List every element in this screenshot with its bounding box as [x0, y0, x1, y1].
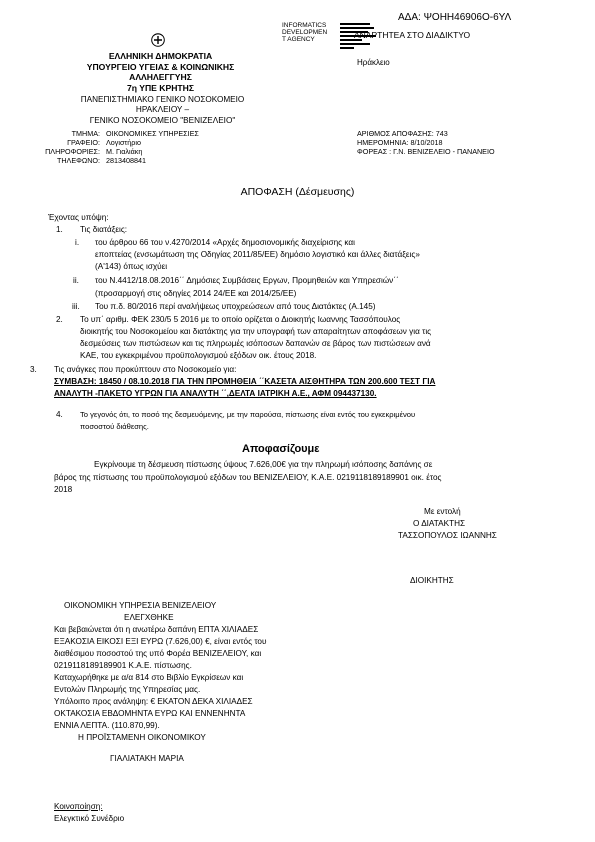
- contract-line: ΣΥΜΒΑΣΗ: 18450 / 08.10.2018 ΓΙΑ ΤΗΝ ΠΡΟΜΗΘΕΙΑ ΄΄ΚΑΣΕΤΑ ΑΙΣΘΗΤΗΡΑ ΤΩΝ 200.600 ΤΕΣΤ ΓΙΑ: [54, 377, 436, 386]
- subitem-text: του Ν.4412/18.08.2016΄΄ Δημόσιες Συμβάσεις Εργων, Προμηθειών και Υπηρεσιών΄΄: [95, 276, 399, 285]
- notify-label: Κοινοποίηση:: [54, 802, 103, 811]
- document-title: ΑΠΟΦΑΣΗ (Δέσμευσης): [240, 186, 355, 198]
- subitem-text: Του π.δ. 80/2016 περί αναλήψεως υποχρεώσεων από τους Διατάκτες (Α.145): [95, 302, 376, 311]
- control-line: Εντολών Πληρωμής της Υπηρεσίας μας.: [54, 685, 201, 694]
- item-text: Τις διατάξεις:: [80, 225, 128, 234]
- item-text: διοικητής του Νοσοκομείου και διατάκτης για την υπογραφή των απαραίτητων αποφάσεων για τις: [80, 327, 432, 336]
- item-number: 3.: [30, 365, 37, 374]
- control-line: ΕΝΝΙΑ ΛΕΠΤΑ. (110.870,99).: [54, 721, 160, 730]
- control-line: Καταχωρήθηκε με α/α 814 στο Βιβλίο Εγκρίσεων και: [54, 673, 244, 682]
- ada-number: ΑΔΑ: ΨΟΗΗ46906Ο-6ΥΛ: [398, 12, 512, 23]
- item-text: Το υπ΄ αριθμ. ΦΕΚ 230/5 5 2016 με το οποίο ορίζεται ο Διοικητής Ιωαννης Τασσόπουλος: [80, 315, 401, 324]
- meta-label: ΠΛΗΡΟΦΟΡΙΕΣ:: [45, 147, 100, 156]
- place-label: Ηράκλειο: [357, 58, 390, 67]
- header-line: ΥΠΟΥΡΓΕΙΟ ΥΓΕΙΑΣ & ΚΟΙΝΩΝΙΚΗΣ ΑΛΛΗΛΕΓΓΥΗΣ: [86, 61, 235, 83]
- meta-value: Μ. Γιαλιάκη: [106, 147, 143, 156]
- decision-date: ΗΜΕΡΟΜΗΝΙΑ: 8/10/2018: [357, 138, 443, 147]
- item-text: Το γεγονός ότι, το ποσό της δεσμευόμενης, με την παρούσα, πίστωσης είναι εντός του εγκεκριμένου: [80, 410, 416, 419]
- signature-line: Με εντολή: [424, 507, 461, 516]
- meta-row: [38, 147, 199, 156]
- meta-value: ΟΙΚΟΝΟΜΙΚΕΣ ΥΠΗΡΕΣΙΕΣ: [106, 129, 199, 138]
- control-line: Και βεβαιώνεται ότι η ανωτέρω δαπάνη ΕΠΤΑ ΧΙΛΙΑΔΕΣ: [54, 625, 259, 634]
- control-line: Η ΠΡΟΪΣΤΑΜΕΝΗ ΟΙΚΟΝΟΜΙΚΟΥ: [78, 733, 206, 742]
- meta-label: ΤΜΗΜΑ:: [71, 129, 100, 138]
- subitem-text: εποπτείας (ενσωμάτωση της Οδηγίας 2011/85/ΕΕ) δημόσιο λογιστικό και άλλες διατάξεις»: [95, 250, 420, 259]
- decision-number: ΑΡΙΘΜΟΣ ΑΠΟΦΑΣΗΣ: 743: [357, 129, 448, 138]
- signature-title: ΔΙΟΙΚΗΤΗΣ: [410, 576, 454, 585]
- header-hospital: [60, 95, 265, 126]
- meta-label: ΓΡΑΦΕΙΟ:: [67, 138, 100, 147]
- header-line: 7η ΥΠΕ ΚΡΗΤΗΣ: [126, 83, 195, 94]
- notify-recipient: Ελεγκτικό Συνέδριο: [54, 814, 125, 823]
- item-number: 4.: [56, 410, 63, 419]
- control-line: διαθέσιμου ποσοστού της υπό Φορέα ΒΕΝΙΖΕΛΕΙΟΥ, και: [54, 649, 262, 658]
- hospital-line: ΠΑΝΕΠΙΣΤΗΜΙΑΚΟ ΓΕΝΙΚΟ ΝΟΣΟΚΟΜΕΙΟ ΗΡΑΚΛΕΙΟΥ –: [80, 95, 245, 115]
- item-text: Τις ανάγκες που προκύπτουν στο Νοσοκομείο για:: [54, 365, 237, 374]
- meta-row: [38, 156, 199, 165]
- decision-text: 2018: [54, 485, 73, 494]
- subitem-text: (προσαρμογή στις οδηγίες 2014 24/ΕΕ και 2014/25/ΕΕ): [95, 289, 297, 298]
- item-text: ποσοστού διάθεσης.: [80, 422, 149, 431]
- informatics-logo: [282, 22, 327, 43]
- control-line: Υπόλοιπο προς ανάληψη: € ΕΚΑΤΟΝ ΔΕΚΑ ΧΙΛΙΑΔΕΣ: [54, 697, 253, 706]
- item-number: 1.: [56, 225, 63, 234]
- header-line: ΕΛΛΗΝΙΚΗ ΔΗΜΟΚΡΑΤΙΑ: [108, 51, 213, 61]
- control-line: 0219118189189901 Κ.Α.Ε. πίστωσης.: [54, 661, 192, 670]
- meta-left-block: [38, 129, 199, 165]
- meta-value: Λογιστήριο: [106, 138, 141, 147]
- control-signature: ΓΙΑΛΙΑΤΑΚΗ ΜΑΡΙΑ: [110, 754, 184, 763]
- header-ministry: [58, 51, 263, 94]
- subitem-number: iii.: [72, 302, 80, 311]
- subitem-text: (Α'143) όπως ισχύει: [95, 262, 168, 271]
- info-line: T AGENCY: [282, 36, 315, 44]
- control-line: ΕΞΑΚΟΣΙΑ ΕΙΚΟΣΙ ΕΞΙ ΕΥΡΩ (7.626,00) €, είναι εντός του: [54, 637, 267, 646]
- info-line: INFORMATICS: [282, 22, 327, 29]
- subitem-text: του άρθρου 66 του ν.4270/2014 «Αρχές δημοσιονομικής διαχείρισης και: [95, 238, 355, 247]
- item-number: 2.: [56, 315, 63, 324]
- subitem-number: ii.: [73, 276, 79, 285]
- decision-body: ΦΟΡΕΑΣ : Γ.Ν. ΒΕΝΙΖΕΛΕΙΟ - ΠΑΝΑΝΕΙΟ: [357, 147, 495, 156]
- decision-text: βάρος της πίστωσης του προϋπολογισμού εξόδων του ΒΕΝΙΖΕΛΕΙΟΥ, Κ.Α.Ε. 0219118189189901 οικ. έτος: [54, 473, 442, 482]
- contract-line: ΑΝΑΛΥΤΗ -ΠΑΚΕΤΟ ΥΓΡΩΝ ΓΙΑ ΑΝΑΛΥΤΗ ΄΄,ΔΕΛΤΑ ΙΑΤΡΙΚΗ Α.Ε., ΑΦΜ 094437130.: [54, 389, 377, 398]
- decision-text: Εγκρίνουμε τη δέσμευση πίστωσης ύψους 7.626,00€ για την πληρωμή ισόποσης δαπάνης σε: [94, 460, 433, 469]
- item-text: δεσμεύσεις των πιστώσεων και τις πληρωμές ισόποσων δαπανών σε βάρος των πιστώσεων ανά: [80, 339, 431, 348]
- meta-right-block: [357, 129, 495, 156]
- signature-line: Ο ΔΙΑΤΑΚΤΗΣ: [413, 519, 466, 528]
- meta-label: ΤΗΛΕΦΩΝΟ:: [56, 156, 100, 165]
- decide-heading: Αποφασίζουμε: [242, 443, 320, 455]
- control-line: ΟΚΤΑΚΟΣΙΑ ΕΒΔΟΜΗΝΤΑ ΕΥΡΩ ΚΑΙ ΕΝΝΕΝΗΝΤΑ: [54, 709, 246, 718]
- meta-row: [38, 138, 199, 147]
- meta-value: 2813408841: [106, 156, 146, 165]
- subitem-number: i.: [75, 238, 80, 247]
- intro-text: Έχοντας υπόψη:: [48, 213, 109, 222]
- info-line: DEVELOPMEN: [282, 29, 328, 37]
- control-line: ΕΛΕΓΧΘΗΚΕ: [124, 613, 174, 622]
- publish-online-note: ΑΝΑΡΤΗΤΕΑ ΣΤΟ ΔΙΑΔΙΚΤΥΟ: [354, 30, 471, 40]
- control-line: ΟΙΚΟΝΟΜΙΚΗ ΥΠΗΡΕΣΙΑ ΒΕΝΙΖΕΛΕΙΟΥ: [64, 601, 217, 610]
- hospital-line: ΓΕΝΙΚΟ ΝΟΣΟΚΟΜΕΙΟ "ΒΕΝΙΖΕΛΕΙΟ": [89, 115, 236, 125]
- item-text: ΚΑΕ, του εγκεκριμένου προϋπολογισμού εξόδων οικ. έτους 2018.: [80, 351, 317, 360]
- greek-emblem-icon: [151, 33, 165, 47]
- signature-name: ΤΑΣΣΟΠΟΥΛΟΣ ΙΩΑΝΝΗΣ: [398, 531, 497, 540]
- meta-row: [38, 129, 199, 138]
